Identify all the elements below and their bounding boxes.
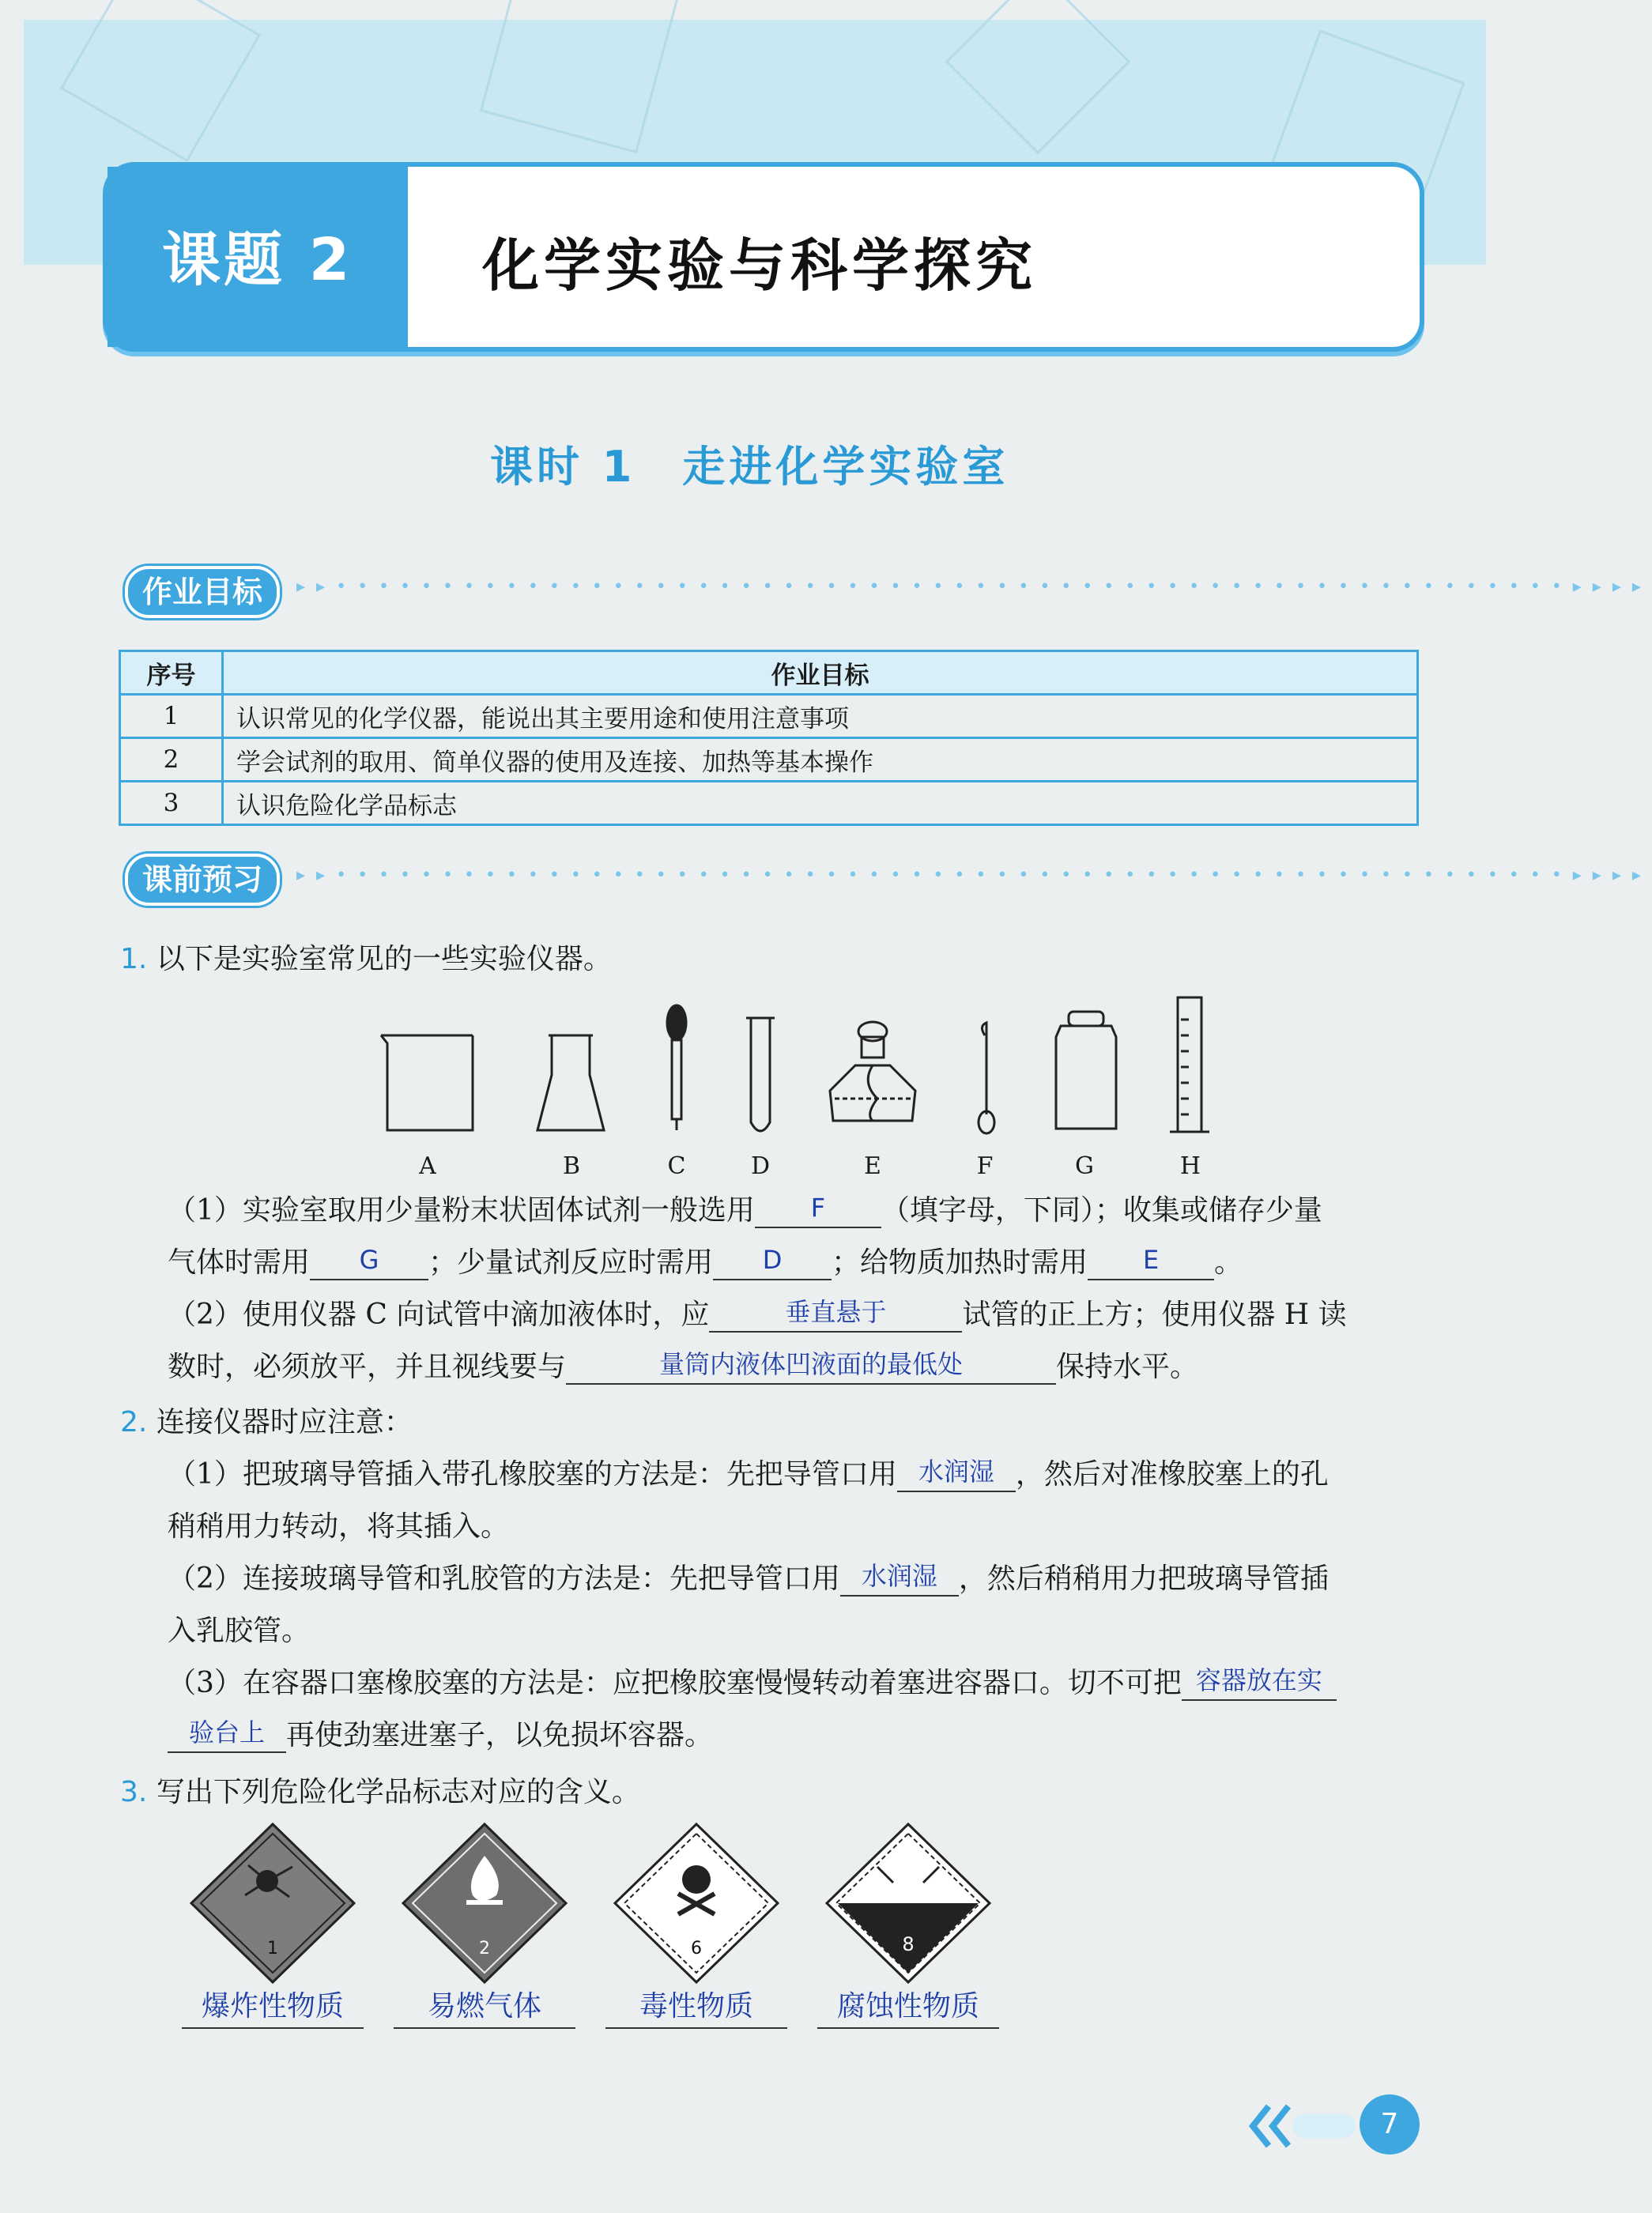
text: 试管的正上方；使用仪器 H 读 bbox=[962, 1299, 1347, 1331]
section-divider: ▸▸••••••••••••••••••••••••••••••••••••••••••••••••••••••••••▸▸▸▸ bbox=[296, 577, 1652, 597]
answer-blank: 水润湿 bbox=[897, 1453, 1016, 1492]
question-number: 1. bbox=[120, 943, 148, 975]
answer-blank: E bbox=[1088, 1241, 1214, 1280]
sign-number: 1 bbox=[267, 1939, 278, 1959]
q2-part3-line2 bbox=[168, 1717, 713, 1756]
text: ，然后对准橡胶塞上的孔 bbox=[1015, 1458, 1329, 1491]
q2-part1-line1 bbox=[168, 1456, 1329, 1495]
hazard-answer-3: 毒性物质 bbox=[605, 1984, 787, 2029]
lesson-title: 化学实验与科学探究 bbox=[482, 232, 1038, 299]
explosive-icon bbox=[191, 1824, 354, 1982]
question-number: 3. bbox=[120, 1776, 148, 1808]
answer-blank: 水润湿 bbox=[840, 1557, 959, 1597]
text: 气体时需用 bbox=[168, 1246, 311, 1279]
apparatus-label-f: F bbox=[976, 1152, 994, 1180]
text: ，然后稍稍用力把玻璃导管插 bbox=[958, 1563, 1329, 1595]
answer-blank: 验台上 bbox=[168, 1713, 286, 1753]
test-tube-icon bbox=[746, 1018, 775, 1131]
question-2 bbox=[120, 1404, 413, 1442]
text: （2）使用仪器 C 向试管中滴加液体时，应 bbox=[168, 1299, 710, 1331]
apparatus-label-g: G bbox=[1075, 1152, 1094, 1180]
graduated-cylinder-icon bbox=[1170, 997, 1209, 1132]
text: ；少量试剂反应时需用 bbox=[428, 1246, 714, 1279]
text: 。 bbox=[1214, 1246, 1243, 1279]
text: 保持水平。 bbox=[1056, 1351, 1199, 1383]
column-header-number: 序号 bbox=[120, 651, 223, 695]
apparatus-label-c: C bbox=[667, 1152, 686, 1180]
hazard-answer-1: 爆炸性物质 bbox=[182, 1984, 364, 2029]
hazard-signs bbox=[182, 1818, 1020, 1984]
row-goal: 认识常见的化学仪器，能说出其主要用途和使用注意事项 bbox=[223, 695, 1418, 738]
skull-icon bbox=[615, 1824, 778, 1982]
medicine-spoon-icon bbox=[979, 1023, 994, 1133]
row-number: 3 bbox=[120, 782, 223, 825]
dropper-icon bbox=[667, 1005, 686, 1130]
column-header-goal: 作业目标 bbox=[223, 651, 1418, 695]
text: ；给物质加热时需用 bbox=[832, 1246, 1088, 1279]
answer-blank: F bbox=[755, 1189, 881, 1228]
table-row bbox=[120, 695, 1418, 738]
text: （3）在容器口塞橡胶塞的方法是：应把橡胶塞慢慢转动着塞进容器口。切不可把 bbox=[168, 1667, 1182, 1699]
text: 数时，必须放平，并且视线要与 bbox=[168, 1351, 567, 1383]
answer-blank: 容器放在实 bbox=[1182, 1661, 1337, 1701]
row-number: 1 bbox=[120, 695, 223, 738]
q1-part1-line2 bbox=[168, 1244, 1243, 1284]
hazard-answer-2: 易燃气体 bbox=[394, 1984, 575, 2029]
question-text: 写出下列危险化学品标志对应的含义。 bbox=[156, 1776, 640, 1808]
beaker-icon bbox=[381, 1035, 473, 1130]
q1-part2-line2 bbox=[168, 1348, 1198, 1388]
sign-number: 6 bbox=[691, 1939, 702, 1959]
answer-blank: 垂直悬于 bbox=[709, 1293, 962, 1333]
q2-part3-line1 bbox=[168, 1664, 1337, 1704]
goals-section-tag: 作业目标 bbox=[125, 566, 280, 618]
page-arrows-icon bbox=[1245, 2098, 1356, 2154]
lesson-number: 课题 2 bbox=[162, 226, 353, 294]
gas-jar-icon bbox=[1056, 1012, 1116, 1129]
q2-part2-line2: 入乳胶管。 bbox=[168, 1615, 311, 1647]
apparatus-label-h: H bbox=[1179, 1152, 1201, 1180]
text: （1）把玻璃导管插入带孔橡胶塞的方法是：先把导管口用 bbox=[168, 1458, 897, 1491]
apparatus-label-d: D bbox=[750, 1152, 771, 1180]
row-number: 2 bbox=[120, 738, 223, 782]
question-number: 2. bbox=[120, 1406, 148, 1438]
preview-section-tag: 课前预习 bbox=[125, 854, 280, 906]
sign-number: 8 bbox=[902, 1933, 915, 1955]
row-goal: 认识危险化学品标志 bbox=[223, 782, 1418, 825]
text: （填字母，下同）；收集或储存少量 bbox=[881, 1194, 1322, 1227]
table-row bbox=[120, 738, 1418, 782]
q1-part1-line1 bbox=[168, 1192, 1322, 1231]
text: （2）连接玻璃导管和乳胶管的方法是：先把导管口用 bbox=[168, 1563, 840, 1595]
apparatus-label-e: E bbox=[864, 1152, 881, 1180]
apparatus-label-b: B bbox=[562, 1152, 581, 1180]
answer-blank: D bbox=[713, 1241, 832, 1280]
question-text: 连接仪器时应注意： bbox=[156, 1406, 413, 1438]
sub-title: 课时 1 走进化学实验室 bbox=[490, 442, 1009, 492]
table-header-row bbox=[120, 651, 1418, 695]
answer-blank: 量筒内液体凹液面的最低处 bbox=[566, 1345, 1056, 1385]
conical-flask-icon bbox=[537, 1035, 604, 1130]
table-row bbox=[120, 782, 1418, 825]
page-number: 7 bbox=[1360, 2094, 1420, 2155]
text: （1）实验室取用少量粉末状固体试剂一般选用 bbox=[168, 1194, 755, 1227]
question-3 bbox=[120, 1774, 640, 1811]
answer-blank: G bbox=[310, 1241, 428, 1280]
alcohol-lamp-icon bbox=[830, 1022, 915, 1121]
corrosive-icon bbox=[827, 1824, 990, 1982]
q1-part2-line1 bbox=[168, 1296, 1347, 1336]
row-goal: 学会试剂的取用、简单仪器的使用及连接、加热等基本操作 bbox=[223, 738, 1418, 782]
goals-table bbox=[119, 650, 1419, 826]
section-divider: ▸▸••••••••••••••••••••••••••••••••••••••••••••••••••••••••••▸▸▸▸ bbox=[296, 865, 1652, 885]
q2-part1-line2: 稍稍用力转动，将其插入。 bbox=[168, 1510, 510, 1543]
sign-number: 2 bbox=[479, 1939, 490, 1959]
q2-part2-line1 bbox=[168, 1560, 1329, 1600]
text: 再使劲塞进塞子，以免损坏容器。 bbox=[286, 1719, 714, 1751]
flame-icon bbox=[403, 1824, 566, 1982]
question-1 bbox=[120, 941, 612, 978]
apparatus-label-a: A bbox=[419, 1152, 436, 1180]
question-text: 以下是实验室常见的一些实验仪器。 bbox=[156, 943, 612, 975]
hazard-answer-4: 腐蚀性物质 bbox=[817, 1984, 999, 2029]
